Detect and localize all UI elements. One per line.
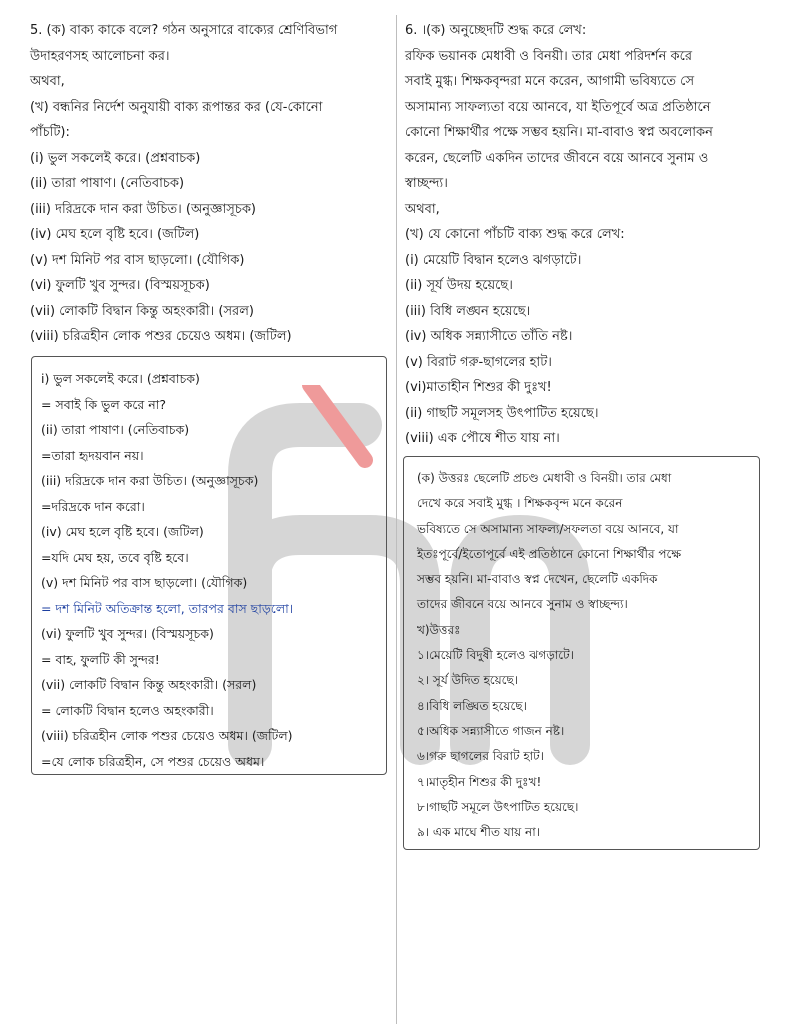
q5-item: (viii) চরিত্রহীন লোক পশুর চেয়েও অধম। (জটিল) xyxy=(30,329,292,344)
q5-item: (i) ভুল সকলেই করে। (প্রশ্নবাচক) xyxy=(30,150,201,166)
q6-item: (v) বিরাট গরু-ছাগলের হাট। xyxy=(405,354,552,370)
answer-line: (iv) মেঘ হলে বৃষ্টি হবে। (জটিল) xyxy=(41,524,204,539)
answer-line: = সবাই কি ভুল করে না? xyxy=(41,396,166,412)
answer-line: = লোকটি বিদ্বান হলেও অহংকারী। xyxy=(41,702,214,718)
q6-heading: 6. ।(ক) অনুচ্ছেদটি শুদ্ধ করে লেখ: xyxy=(405,23,587,38)
q6-paragraph: সবাই মুগ্ধ। শিক্ষকবৃন্দরা মনে করেন, আগামী ভবিষ্যতে সে xyxy=(405,74,695,89)
answer-line: ইতঃপূর্বে/ইতোপূর্বে এই প্রতিষ্ঠানে কোনো শিক্ষার্থীর পক্ষে xyxy=(417,546,682,561)
q6-paragraph: করেন, ছেলেটি একদিন তাদের জীবনে বয়ে আনবে সুনাম ও xyxy=(405,150,709,166)
answer-line: ২। সূর্য উদিত হয়েছে। xyxy=(417,673,519,688)
answer-line: ভবিষ্যতে সে অসামান্য সাফল্য/সফলতা বয়ে আনবে, যা xyxy=(417,521,679,536)
answer-line: সম্ভব হয়নি। মা-বাবাও স্বপ্ন দেখেন, ছেলেটি একদিক xyxy=(417,572,658,587)
answer-line: ৮।গাছটি সমূলে উৎপাটিত হয়েছে। xyxy=(417,799,579,814)
answer-line: (vi) ফুলটি খুব সুন্দর। (বিস্ময়সূচক) xyxy=(41,626,214,641)
q5-item: (iii) দরিদ্রকে দান করা উচিত। (অনুজ্ঞাসূচক) xyxy=(30,201,257,217)
q5-item: (iv) মেঘ হলে বৃষ্টি হবে। (জটিল) xyxy=(30,227,200,242)
answer-line: তাদের জীবনে বয়ে আনবে সুনাম ও স্বাচ্ছন্দ্য। xyxy=(417,597,628,612)
answer-line: (vii) লোকটি বিদ্বান কিন্তু অহংকারী। (সরল) xyxy=(41,677,257,692)
answer-line: = বাহ, ফুলটি কী সুন্দর! xyxy=(41,651,160,667)
q6-item: (i) মেয়েটি বিদ্বান হলেও ঝগড়াটে। xyxy=(405,252,582,268)
answer-line: i) ভুল সকলেই করে। (প্রশ্নবাচক) xyxy=(41,371,200,386)
answer-line: (viii) চরিত্রহীন লোক পশুর চেয়েও অধম। (জটিল) xyxy=(41,728,293,743)
answer-line: =যদি মেঘ হয়, তবে বৃষ্টি হবে। xyxy=(41,549,189,565)
q5-or: অথবা, xyxy=(30,74,65,89)
question-6 xyxy=(405,18,767,452)
answer-line: ৫।অধিক সন্ন্যাসীতে গাজন নষ্ট। xyxy=(417,723,565,738)
q6-answer-box xyxy=(403,456,760,850)
q5-kha: (খ) বন্ধনির নির্দেশ অনুযায়ী বাক্য রূপান্তর কর (যে-কোনো xyxy=(30,99,323,115)
answer-line: খ)উত্তরঃ xyxy=(417,622,461,637)
q6-or: অথবা, xyxy=(405,201,440,217)
answer-line: দেখে করে সবাই মুগ্ধ । শিক্ষকবৃন্দ মনে করেন xyxy=(417,496,623,511)
q5-item: (v) দশ মিনিট পর বাস ছাড়লো। (যৌগিক) xyxy=(30,252,245,268)
q6-item: (ii) গাছটি সমূলসহ উৎপাটিত হয়েছে। xyxy=(405,405,599,421)
q6-item: (viii) এক পৌষে শীত যায় না। xyxy=(405,431,560,446)
q5-answer-box xyxy=(31,356,387,775)
q5-item: (vii) লোকটি বিদ্বান কিন্তু অহংকারী। (সরল) xyxy=(30,303,254,319)
answer-line: ১।মেয়েটি বিদুষী হলেও ঝগড়াটে। xyxy=(417,648,574,663)
answer-line: (ক) উত্তরঃ ছেলেটি প্রচণ্ড মেধাবী ও বিনয়ী। তার মেধা xyxy=(417,471,672,485)
q6-item: (iv) অধিক সন্ন্যাসীতে তাঁতি নষ্ট। xyxy=(405,329,573,344)
answer-line: =দরিদ্রকে দান করো। xyxy=(41,498,145,514)
q6-paragraph: রফিক ভয়ানক মেধাবী ও বিনয়ী। তার মেধা পরিদর্শন করে xyxy=(405,48,692,64)
answer-line: (iii) দরিদ্রকে দান করা উচিত। (অনুজ্ঞাসূচক) xyxy=(41,473,259,488)
answer-line: ৬।গরু ছাগলের বিরাট হাট। xyxy=(417,749,544,764)
q6-item: (vi)মাতাহীন শিশুর কী দুঃখ! xyxy=(405,380,552,395)
q5-kha-cont: পাঁচটি): xyxy=(30,125,70,140)
q5-item: (ii) তারা পাষাণ। (নেতিবাচক) xyxy=(30,176,185,191)
q6-kha: (খ) যে কোনো পাঁচটি বাক্য শুদ্ধ করে লেখ: xyxy=(405,227,625,242)
q5-heading-cont: উদাহরণসহ আলোচনা কর। xyxy=(30,48,170,64)
answer-line-highlight: = দশ মিনিট অতিক্রান্ত হলো, তারপর বাস ছাড়লো। xyxy=(41,600,294,616)
answer-line: =তারা হৃদয়বান নয়। xyxy=(41,447,144,463)
q5-heading: 5. (ক) বাক্য কাকে বলে? গঠন অনুসারে বাক্যের শ্রেণিবিভাগ xyxy=(30,23,338,38)
q6-item: (iii) বিধি লঙ্ঘন হয়েছে। xyxy=(405,303,531,319)
answer-line: (v) দশ মিনিট পর বাস ছাড়লো। (যৌগিক) xyxy=(41,575,248,590)
q6-item: (ii) সূর্য উদয় হয়েছে। xyxy=(405,278,513,293)
answer-line: =যে লোক চরিত্রহীন, সে পশুর চেয়েও অধম। xyxy=(41,753,265,769)
question-5 xyxy=(30,18,385,350)
column-divider xyxy=(396,15,397,1024)
answer-line: ৭।মাতৃহীন শিশুর কী দুঃখ! xyxy=(417,774,542,789)
answer-line: ৯। এক মাঘে শীত যায় না। xyxy=(417,825,540,840)
answer-line: (ii) তারা পাষাণ। (নেতিবাচক) xyxy=(41,422,190,437)
answer-line: ৪।বিধি লঙ্ঘিত হয়েছে। xyxy=(417,698,527,713)
q5-item: (vi) ফুলটি খুব সুন্দর। (বিস্ময়সূচক) xyxy=(30,278,210,293)
q6-paragraph: কোনো শিক্ষার্থীর পক্ষে সম্ভব হয়নি। মা-বাবাও স্বপ্ন অবলোকন xyxy=(405,125,713,140)
q6-paragraph: স্বাচ্ছন্দ্য। xyxy=(405,176,448,191)
q6-paragraph: অসামান্য সাফল্যতা বয়ে আনবে, যা ইতিপূর্বে অত্র প্রতিষ্ঠানে xyxy=(405,99,711,115)
